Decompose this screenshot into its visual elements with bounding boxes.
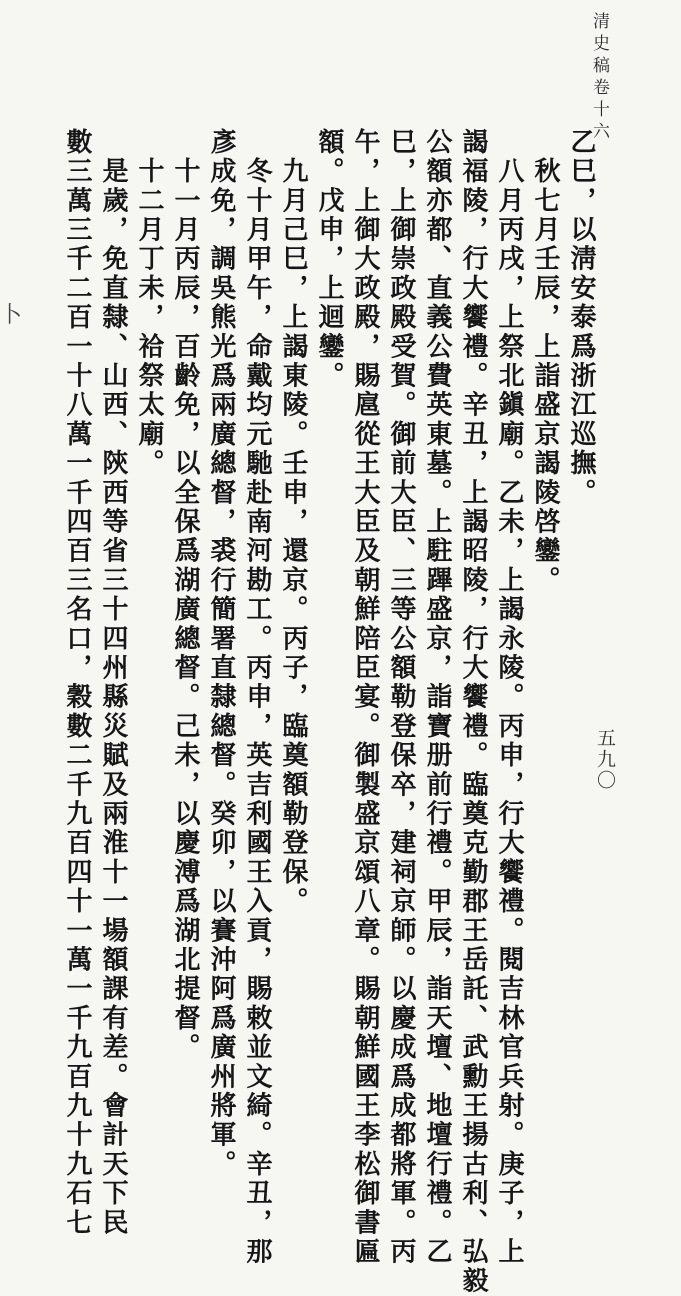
text-column-13: 十二月丁未，祫祭太廟。 [134,128,164,479]
page-number: 五九〇 [594,728,616,791]
text-column-9: 九月己巳，上謁東陵。壬申，還京。丙子，臨奠額勒登保。 [278,128,308,917]
text-column-3: 八月丙戌，上祭北鎭廟。乙未，上謁永陵。丙申，行大饗禮。閱吉林官兵射。庚子，上 [494,128,524,1267]
text-column-10: 冬十月甲午，命戴均元馳赴南河勘工。丙申，英吉利國王入貢，賜敕並文綺。辛丑，那 [242,128,272,1267]
text-column-4: 謁福陵，行大饗禮。辛丑，上謁昭陵，行大饗禮。臨奠克勤郡王岳託、武勳王揚古利、弘毅 [458,128,488,1296]
text-column-2: 秋七月壬辰，上詣盛京謁陵啓鑾。 [530,128,560,596]
margin-mark: 卜 [0,303,23,328]
text-column-7: 午，上御大政殿，賜扈從王大臣及朝鮮陪臣宴。御製盛京頌八章。賜朝鮮國王李松御書匾 [350,128,380,1267]
text-column-1: 乙巳，以淸安泰爲浙江巡撫。 [566,128,596,508]
text-column-12: 十一月丙辰，百齡免，以全保爲湖廣總督。己未，以慶溥爲湖北提督。 [170,128,200,1063]
text-column-8: 額。戊申，上迴鑾。 [314,128,344,391]
running-head: 清史稿卷十六 [589,12,609,144]
text-column-14: 是歲，免直隸、山西、陝西等省三十四州縣災賦及兩淮十一場額課有差。會計天下民 [98,128,128,1238]
text-column-15: 數三萬三千二百一十八萬一千四百三名口，穀數二千九百四十一萬一千九百九十九石七 [62,128,92,1238]
text-column-6: 巳，上御崇政殿受賀。御前大臣、三等公額勒登保卒，建祠京師。以慶成爲成都將軍。丙 [386,128,416,1267]
text-column-11: 彥成免，調吳熊光爲兩廣總督，裘行簡署直隸總督。癸卯，以賽沖阿爲廣州將軍。 [206,128,236,1180]
text-column-5: 公額亦都、直義公費英東墓。上駐蹕盛京，詣寶册前行禮。甲辰，詣天壇、地壇行禮。乙 [422,128,452,1267]
